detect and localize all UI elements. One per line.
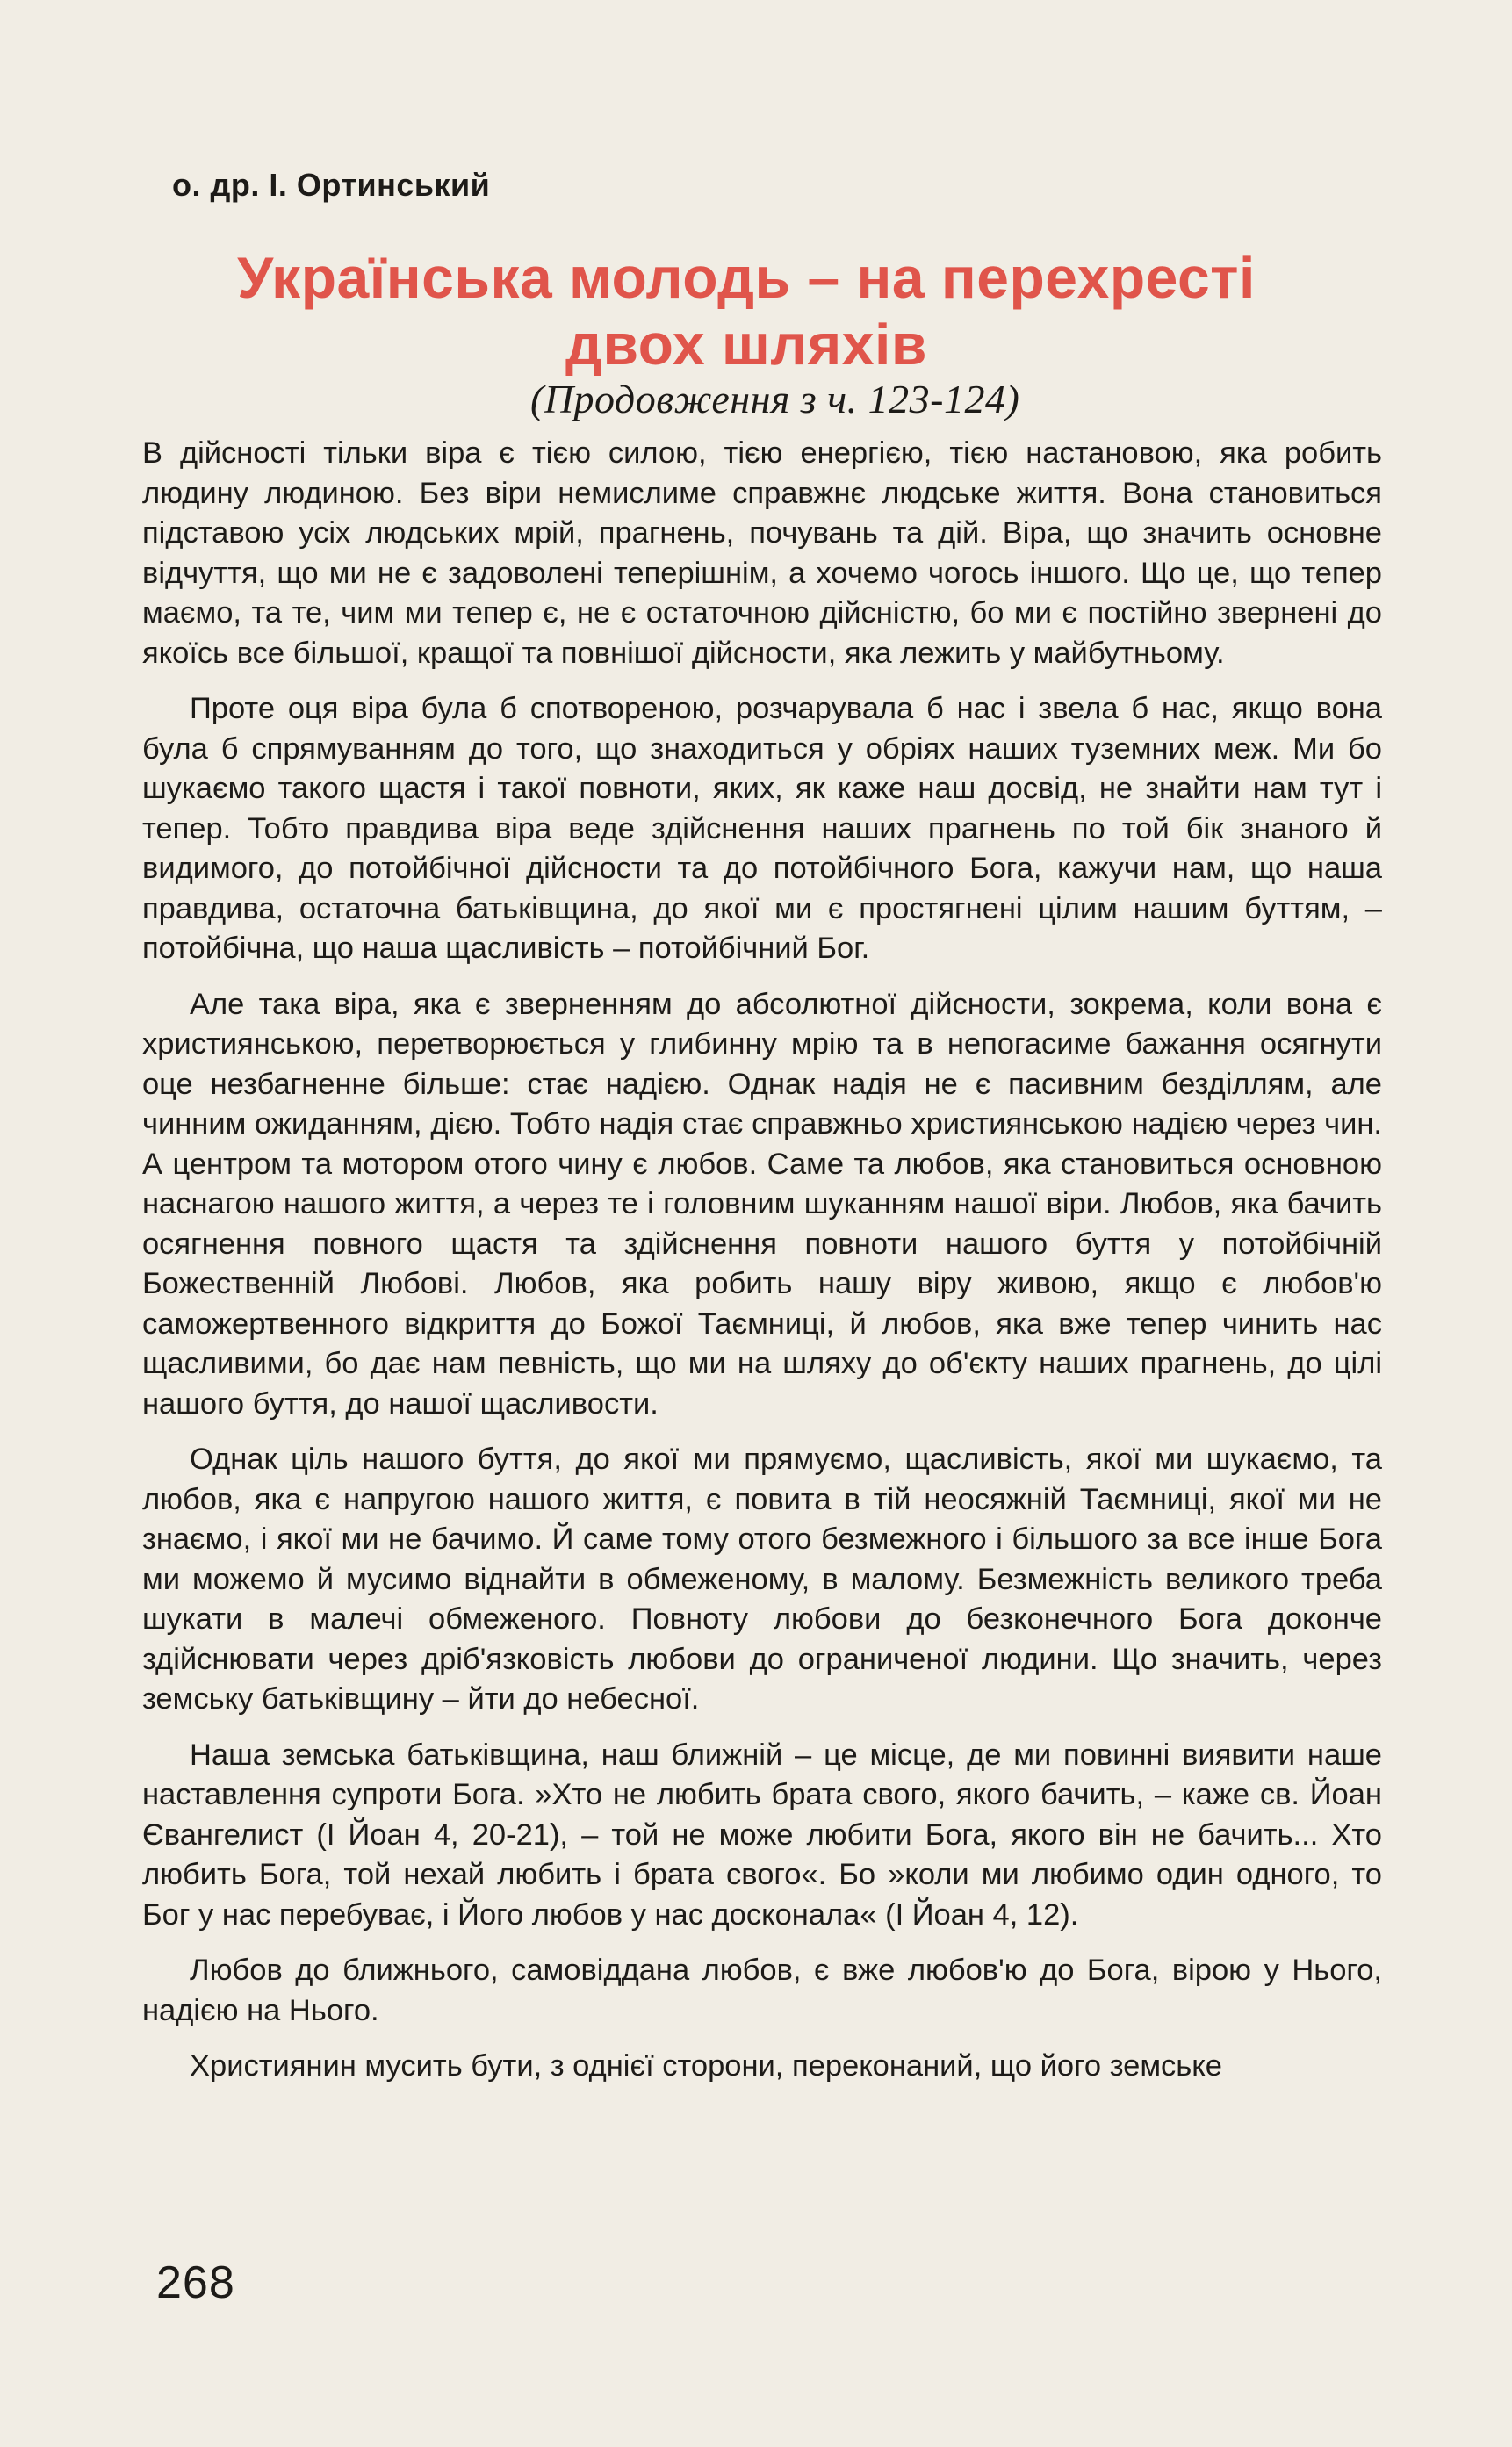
paragraph-4: Однак ціль нашого буття, до якої ми прямуємо, щасливість, якої ми шукаємо, та любов, яка є напругою нашого життя, є повита в тій неосяжній Таємниці, якої ми не знаємо, і якої ми не бачимо. Й саме тому отого безмежного і більшого за все інше Бога ми можемо й мусимо віднайти в обмеженому, в малому. Безмежність великого треба шукати в малечі обмеженого. Повноту любови до безконечного Бога доконче здійснювати через дріб'язковість любови до ограниченої людини. Що значить, через земську батьківщину – йти до небесної. [142,1443,1382,1716]
continuation-note: (Продовження з ч. 123-124) [530,377,1020,421]
paragraph-3: Але така віра, яка є зверненням до абсолютної дійсности, зокрема, коли вона є християнською, перетворюється у глибинну мрію та в непогасиме бажання осягнути оце незбагненне більше: стає надією. Однак надія не є пасивним безділлям, але чинним ожиданням, дією. Тобто надія стає справжньо християнською надією через чин. А центром та мотором отого чину є любов. Саме та любов, яка становиться основною наснагою нашого життя, а через те і головним шуканням нашої віри. Любов, яка бачить осягнення повного щастя та здійснення повноти нашого буття у потойбічній Божественній Любові. Любов, яка робить нашу віру живою, якщо є любов'ю саможертвенного відкриття до Божої Таємниці, й любов, яка вже тепер чинить нас щасливими, бо дає нам певність, що ми на шляху до об'єкту наших прагнень, до цілі нашого буття, до нашої щасливости. [142,987,1382,1421]
paragraph-1: В дійсності тільки віра є тією силою, тією енергією, тією настановою, яка робить людину людиною. Без віри немислиме справжнє людське життя. Вона становиться підставою усіх людських мрій, прагнень, почувань та дій. Віра, що значить основне відчуття, що ми не є задоволені теперішнім, а хочемо чогось іншого. Що це, що тепер маємо, та те, чим ми тепер є, не є остаточною дійсністю, бо ми є постійно звернені до якоїсь все більшої, кращої та повнішої дійсности, яка лежить у майбутньому. [142,436,1382,670]
title-line-2: двох шляхів [565,312,927,377]
article-body [142,434,1382,2103]
title-line-1: Українська молодь – на перехресті [237,245,1256,310]
page-number: 268 [156,2257,235,2308]
paragraph-2: Проте оця віра була б спотвореною, розчарувала б нас і звела б нас, якщо вона була б спрямуванням до того, що знаходиться у обріях наших туземних меж. Ми бо шукаємо такого щастя і такої повноти, яких, як каже наш досвід, не знайти нам тут і тепер. Тобто правдива віра веде здійснення наших прагнень по той бік знаного й видимого, до потойбічної дійсности та до потойбічного Бога, кажучи нам, що наша правдива, остаточна батьківщина, до якої ми є простягнені цілим нашим буттям, – потойбічна, що наша щасливість – потойбічний Бог. [142,692,1382,965]
author-name: о. др. І. Ортинський [172,167,491,203]
paragraph-5: Наша земська батьківщина, наш ближній – це місце, де ми повинні виявити наше наставлення супроти Бога. »Хто не любить брата свого, якого бачить, – каже св. Йоан Євангелист (І Йоан 4, 20-21), – той не може любити Бога, якого він не бачить... Хто любить Бога, той нехай любить і брата свого«. Бо »коли ми любимо один одного, то Бог у нас перебуває, і Його любов у нас досконала« (І Йоан 4, 12). [142,1738,1382,1932]
article-title [132,244,1361,378]
paragraph-7: Християнин мусить бути, з однієї сторони, переконаний, що його земське [190,2049,1222,2083]
paragraph-6: Любов до ближнього, самовіддана любов, є вже любов'ю до Бога, вірою у Нього, надією на Нього. [142,1954,1382,2027]
